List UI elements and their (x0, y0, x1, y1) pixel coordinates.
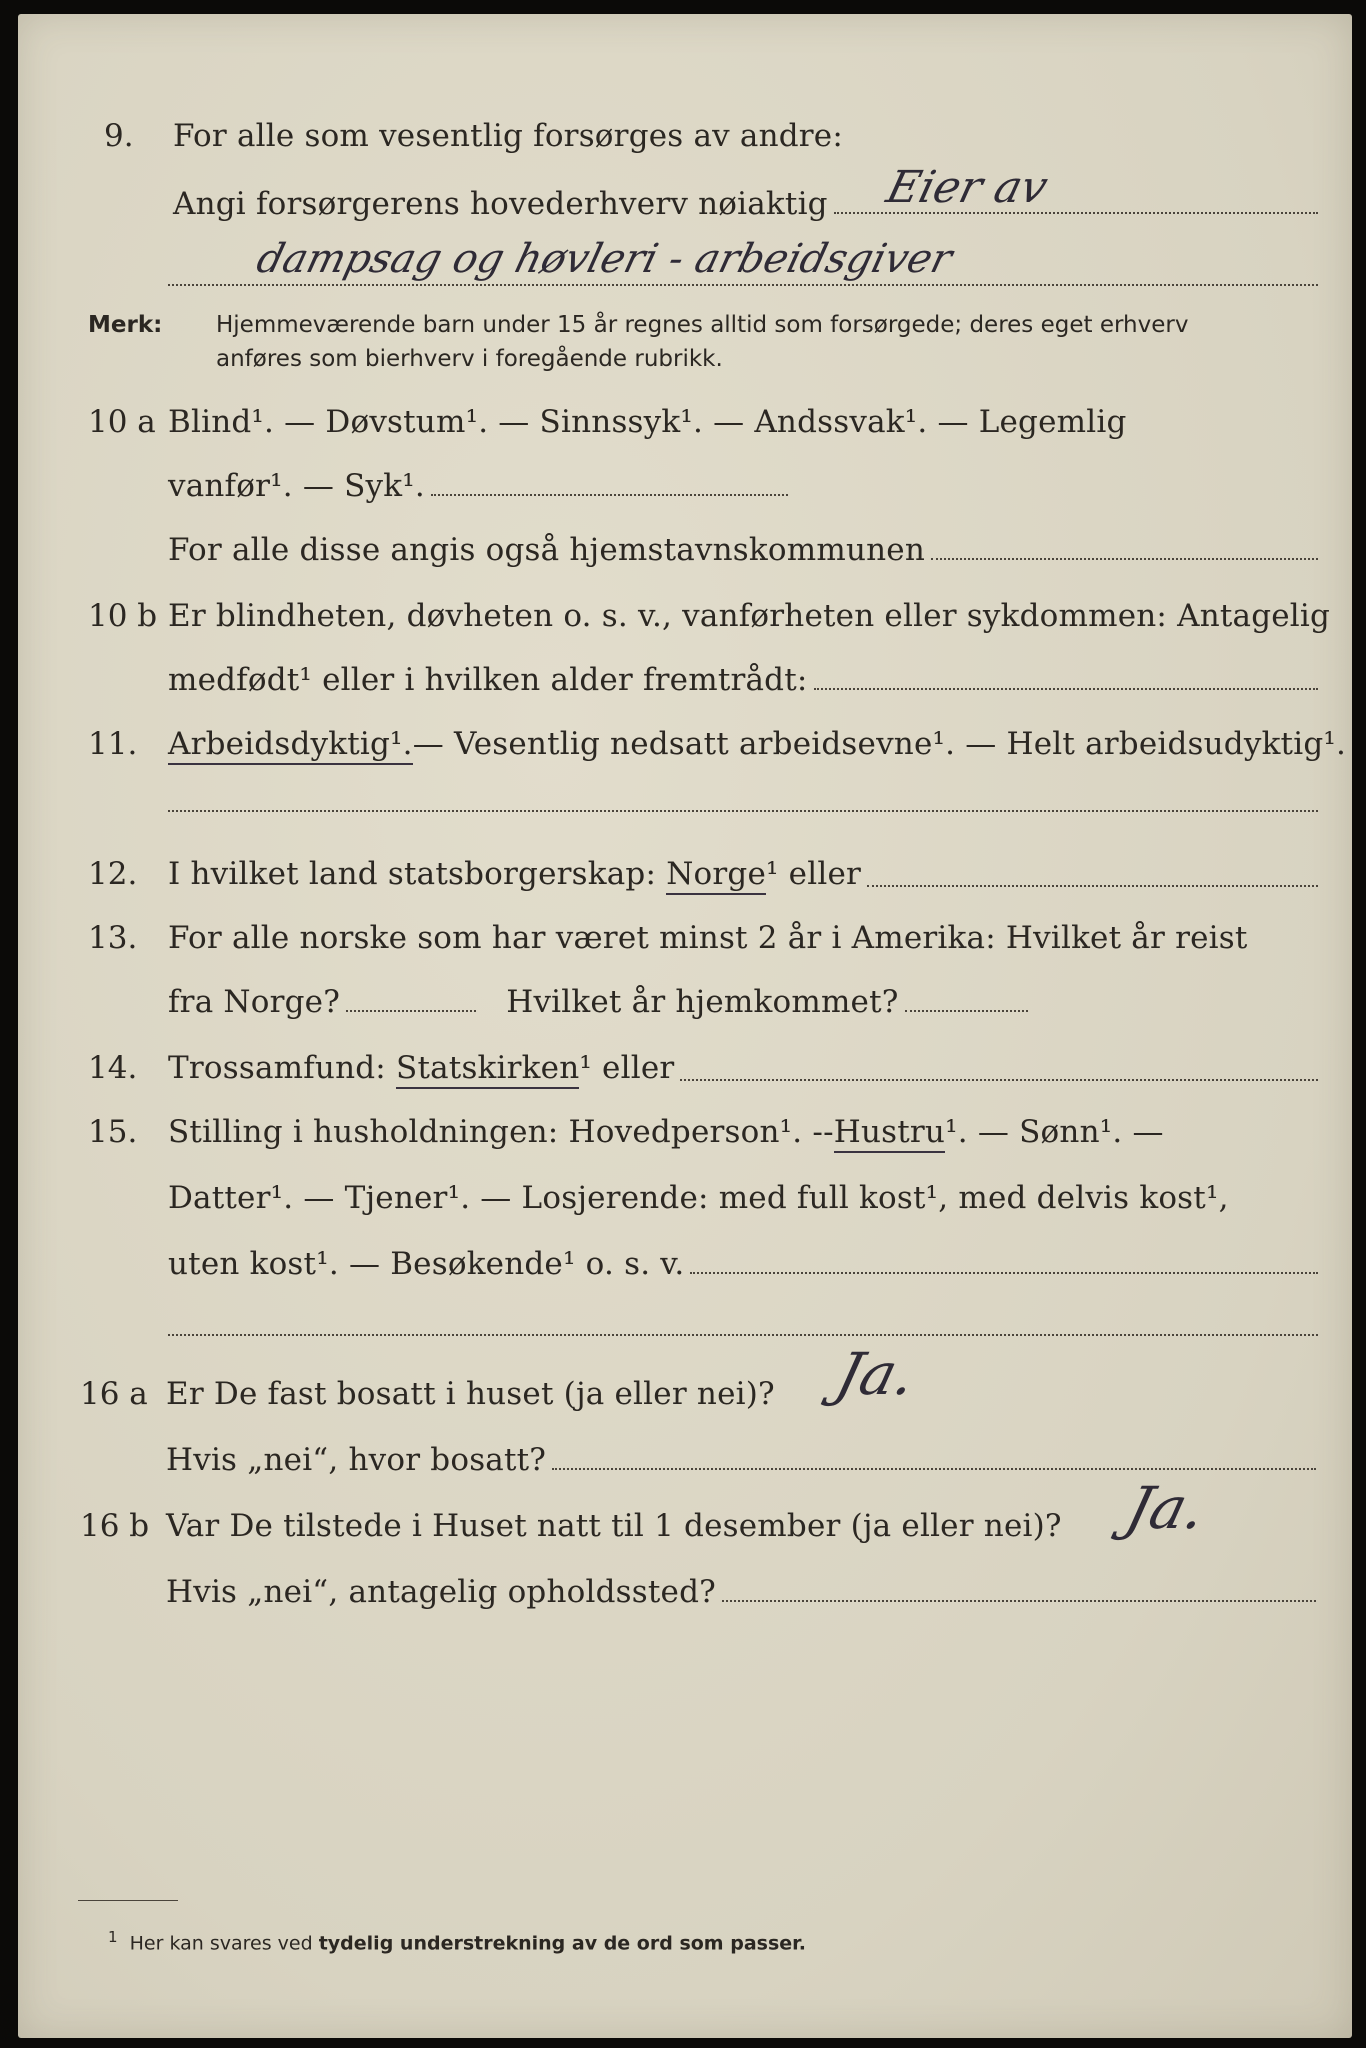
q14-number: 14. (88, 1050, 138, 1086)
q9-line2: Angi forsørgerens hovederhverv nøiaktig (173, 186, 1318, 222)
q15-line1: Stilling i husholdningen: Hovedperson¹. -- Hustru ¹. — Sønn¹. — (168, 1114, 1164, 1153)
merk-text-line2: anføres som bierhverv i foregående rubrikk. (216, 346, 723, 372)
q15-line2: Datter¹. — Tjener¹. — Losjerende: med full kost¹, med delvis kost¹, (168, 1180, 1229, 1216)
q15-line3: uten kost¹. — Besøkende¹ o. s. v. (168, 1246, 1318, 1282)
q16b-line1: Var De tilstede i Huset natt til 1 desember (ja eller nei)? (166, 1508, 1062, 1544)
q16a-line2: Hvis „nei“, hvor bosatt? (166, 1442, 1316, 1478)
merk-label: Merk: (88, 312, 163, 338)
footnote: $^1$ Her kan svares ved tydelig understrekning av de ord som passer. (108, 1928, 807, 1955)
q16b-number: 16 b (80, 1508, 150, 1544)
q16a-answer: Ja. (829, 1340, 923, 1408)
q9-line1: For alle som vesentlig forsørges av andre: (173, 118, 843, 154)
census-form-page (18, 14, 1352, 2038)
q13-line2: fra Norge? Hvilket år hjemkommet? (168, 984, 1028, 1020)
q16a-line1: Er De fast bosatt i huset (ja eller nei)? (166, 1376, 775, 1412)
q16b-answer: Ja. (1119, 1474, 1213, 1542)
q14-line: Trossamfund: Statskirken ¹ eller (168, 1050, 1318, 1089)
q10b-line1: Er blindheten, døvheten o. s. v., vanførheten eller sykdommen: Antagelig (168, 598, 1331, 634)
q10a-line1: Blind¹. — Døvstum¹. — Sinnssyk¹. — Andssvak¹. — Legemlig (168, 404, 1127, 440)
q15-selected-option: Hustru (834, 1114, 945, 1153)
q9-number: 9. (104, 118, 134, 154)
q9-answer-line2: dampsag og høvleri - arbeidsgiver (252, 236, 957, 282)
footnote-rule (78, 1900, 178, 1901)
q9-answer-line1: Eier av (881, 162, 1053, 213)
q13-number: 13. (88, 920, 138, 956)
q10b-line2: medfødt¹ eller i hvilken alder fremtrådt: (168, 662, 1318, 698)
q12-selected-option: Norge (666, 856, 766, 895)
q15-number: 15. (88, 1114, 138, 1150)
q10a-line2: vanfør¹. — Syk¹. (168, 468, 788, 504)
q10a-number: 10 a (88, 404, 156, 440)
q11-line1: Arbeidsdyktig¹. — Vesentlig nedsatt arbeidsevne¹. — Helt arbeidsudyktig¹. (168, 726, 1346, 765)
q10a-line3: For alle disse angis også hjemstavnskommunen (168, 532, 1318, 568)
q10b-number: 10 b (88, 598, 158, 634)
q11-number: 11. (88, 726, 138, 762)
q14-selected-option: Statskirken (396, 1050, 579, 1089)
q16b-line2: Hvis „nei“, antagelig opholdssted? (166, 1574, 1316, 1610)
merk-text-line1: Hjemmeværende barn under 15 år regnes alltid som forsørgede; deres eget erhverv (216, 312, 1189, 338)
q16a-number: 16 a (80, 1376, 148, 1412)
q12-line: I hvilket land statsborgerskap: Norge ¹ eller (168, 856, 1318, 895)
q13-line1: For alle norske som har været minst 2 år i Amerika: Hvilket år reist (168, 920, 1248, 956)
q11-selected-option: Arbeidsdyktig¹. (168, 726, 413, 765)
q12-number: 12. (88, 856, 138, 892)
